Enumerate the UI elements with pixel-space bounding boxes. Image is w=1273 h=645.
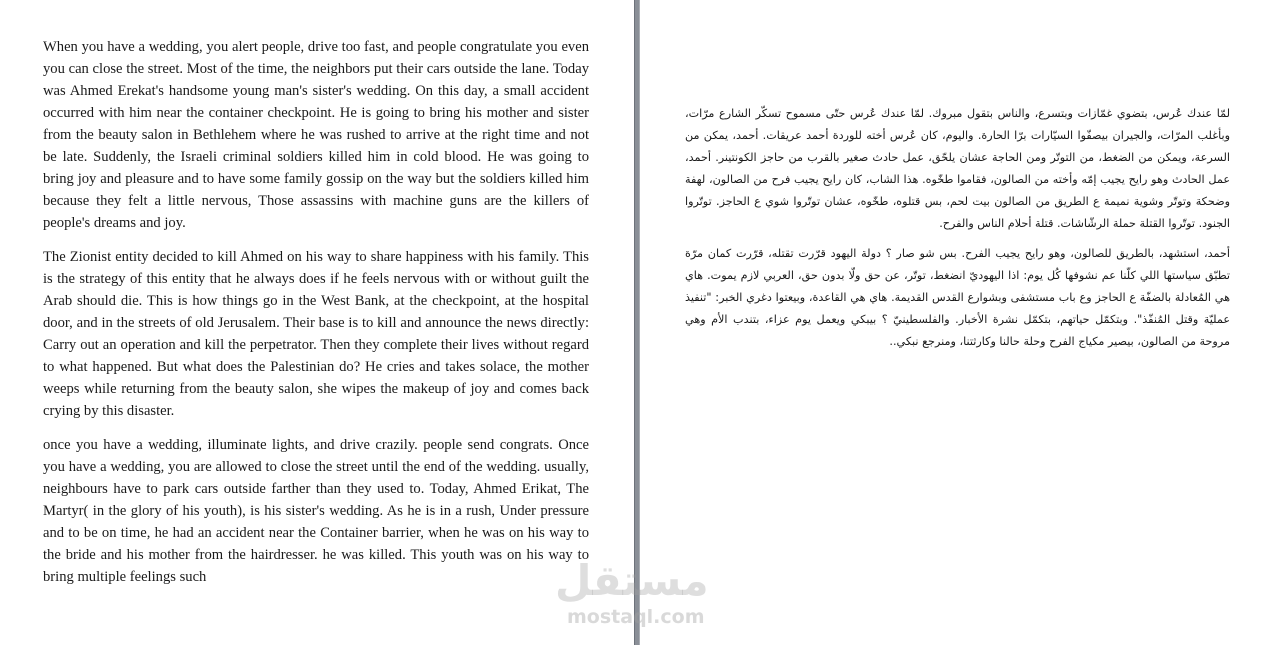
english-text-body — [43, 36, 589, 600]
english-paragraph-1: When you have a wedding, you alert people, drive too fast, and people congratulate you even you can close the street. Most of the time, the neighbors put their cars outside the lane. Today was Ahmed Erekat's handsome young man's sister's wedding. On this day, a small accident occurred with him near the container checkpoint. He is going to bring his mother and sister from the beauty salon in Bethlehem where he was rushed to arrive at the right time and not be late. Suddenly, the Israeli criminal soldiers killed him in cold blood. He was going to bring joy and pleasure and to have some family gossip on the way but the soldiers killed him because they felt a little nervous, Those assassins with machine guns are the killers of people's dreams and joy. — [43, 39, 589, 231]
english-paragraph-3: once you have a wedding, illuminate lights, and drive crazily. people send congrats. Once you have a wedding, you are allowed to close the street until the end of the wedding. usually, neighbours have to park cars outside farther than they used to. Today, Ahmed Erikat, The Martyr( in the glory of his youth), is his sister's wedding. As he is in a rush, Under pressure and to be on time, he had an accident near the Container barrier, when he was on his way to the bride and his mother from the hairdresser. he was killed. This youth was on his way to bring multiple feelings such — [43, 437, 589, 585]
watermark-url: mostaql.com — [567, 606, 705, 628]
english-paragraph-2: The Zionist entity decided to kill Ahmed on his way to share happiness with his family. This is the strategy of this entity that he always does if he feels nervous with or without guilt the Arab should die. This is how things go in the West Bank, at the checkpoint, at the hospital door, and in the streets of old Jerusalem. Their base is to kill and announce the news directly: Carry out an operation and kill the perpetrator. Then they complete their lives without regard to what happened. But what does the Palestinian do? He cries and takes solace, the mother weeps while returning from the beauty salon, she wipes the makeup of joy and comes back crying by this disaster. — [43, 249, 589, 419]
arabic-paragraph-1: لمّا عندك عُرس، بتضوي غمّازات وبتسرع، والناس بتقول مبروك. لمّا عندك عُرس حتّى مسموح تسكّر الشارع مرّات، وبأغلب المرّات، والجيران بيصفّوا السيّارات برّا الحارة. واليوم، كان عُرس أخته للوردة أحمد عريقات. أحمد، يمكن من السرعة، ويمكن من الضغط، من التوتّر ومن الحاجة عشان يلحّق، عمل حادث صغير بالقرب من حاجز الكونتينر. أحمد، عمل الحادث وهو رايح يجيب إمّه وأخته من الصالون، فقاموا طخّوه. هذا الشاب، كان رايح يجيب فرح من الصالون، لهفة وضحكة وتوتّر وشوية نميمة ع الطريق من الصالون بيت لحم، بس قتلوه، طخّوه، عشان توتّروا شوي ع الحاجز. توتّروا الجنود. توتّروا القتلة حملة الرشّاشات. قتلة أحلام الناس والفرح. — [685, 107, 1230, 230]
arabic-page — [640, 0, 1273, 645]
arabic-paragraph-2: أحمد، استشهد، بالطريق للصالون، وهو رايح يجيب الفرح. بس شو صار ؟ دولة اليهود قرّرت تقتله، قرّرت كمان مرّة تطبّق سياستها اللي كلّنا عم نشوفها كُل يوم: اذا اليهوديّ انضغط، توتّر، عن حق ولّا بدون حق، العربي لازم يموت. هاي هي المُعادلة بالضفّة ع الحاجز وع باب مستشفى وبشوارع القدس القديمة. هاي هي القاعدة، وبيعتوا دغري الخبر: "تنفيذ عمليّة وقتل المُنفّذ". وبتكمّل حياتهم، بتكمّل نشرة الأخبار. والفلسطينيّ ؟ بيبكي ويعمل يوم عزاء، بتندب الأم وهي مروحة من الصالون، بيصير مكياج الفرح وحلة حالنا وكارثتنا، ومنرجع نبكي.. — [685, 247, 1230, 349]
watermark-logo: مستقل — [555, 556, 709, 605]
english-page — [0, 0, 634, 645]
arabic-text-body — [685, 103, 1230, 362]
